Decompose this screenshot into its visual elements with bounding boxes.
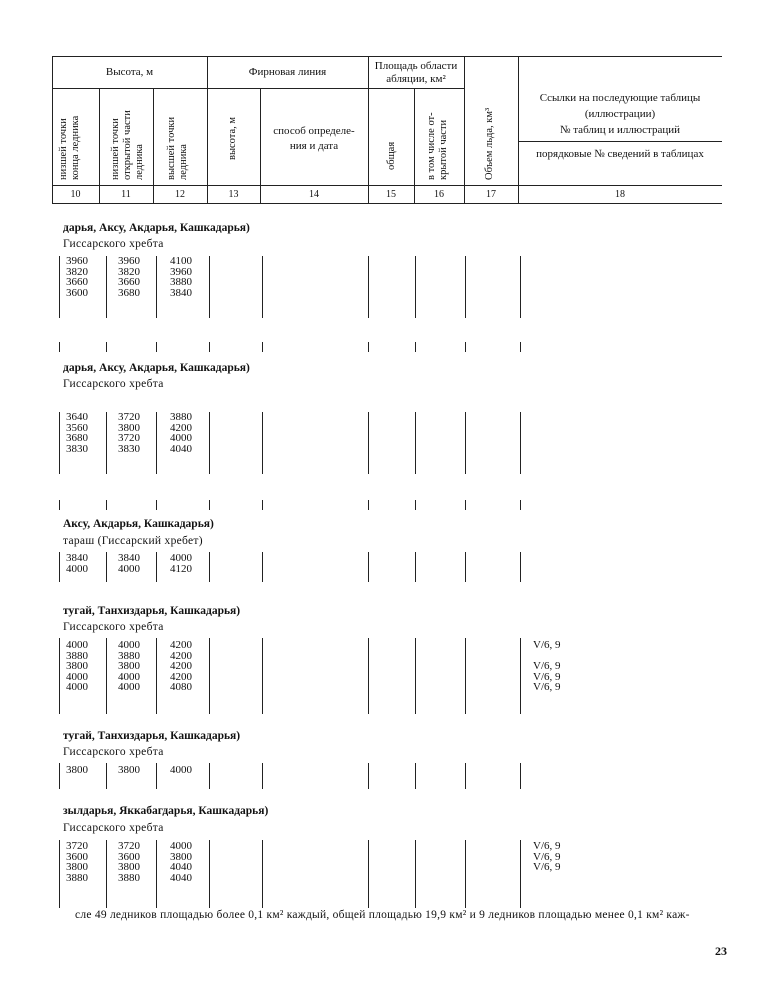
column-mark [59,552,60,582]
column-mark [465,500,466,510]
column-mark [262,552,263,582]
column-mark [262,638,263,714]
header-col14-line2: ния и дата [289,140,339,152]
col-number-10: 10 [70,189,81,200]
section-6-subtitle: Гиссарского хребта [63,822,164,834]
header-group-area [368,60,464,86]
column-mark [209,412,210,474]
column-mark [262,256,263,318]
column-mark [59,342,60,352]
column-mark [368,500,369,510]
column-mark [106,638,107,714]
column-mark [262,412,263,474]
header-group-area-text: Площадь области абляции, км² [374,60,458,85]
column-mark [209,552,210,582]
column-mark [368,342,369,352]
section-1-col12: 4100 3960 3880 3840 [170,255,192,299]
column-mark [368,638,369,714]
column-mark [106,412,107,474]
column-mark [415,638,416,714]
column-mark [520,500,521,510]
section-3-col11: 3840 4000 [118,552,140,575]
section-5-col10: 3800 [66,764,88,776]
header-col11-line1: низшей точки [110,118,121,180]
column-mark [415,552,416,582]
section-2-subtitle: Гиссарского хребта [63,378,164,390]
header-group-rule [52,88,464,89]
col-number-14: 14 [309,189,319,200]
header-col11 [110,110,146,180]
section-6-col12: 4000 3800 4040 4040 [170,840,192,884]
column-mark [59,500,60,510]
header-col17 [484,108,496,180]
column-mark [465,552,466,582]
column-mark [262,342,263,352]
header-group-height: Высота, м [105,66,154,78]
col-number-18: 18 [615,189,625,200]
header-col11-line3: ледника [134,144,145,180]
column-mark [368,552,369,582]
section-6-title: зылдарья, Яккабагдарья, Кашкадарья) [63,805,269,817]
section-5-subtitle: Гиссарского хребта [63,746,164,758]
column-mark [262,763,263,789]
column-mark [520,552,521,582]
section-5-col11: 3800 [118,764,140,776]
col-number-12: 12 [175,189,185,200]
column-mark [415,500,416,510]
header-col18-line1: Ссылки на последующие таблицы [539,92,701,104]
header-top-rule [52,56,722,57]
column-mark [106,256,107,318]
header-col13-text: высота, м [227,116,238,160]
header-col16 [426,112,450,180]
section-1-subtitle: Гиссарского хребта [63,238,164,250]
section-6-col18: V/6, 9 V/6, 9 V/6, 9 [533,840,561,873]
header-group-firn: Фирновая линия [248,66,327,78]
column-mark [262,840,263,908]
section-2-col12: 3880 4200 4000 4040 [170,411,192,455]
header-divider-15-16 [414,88,415,204]
column-mark [209,256,210,318]
section-3-title: Аксу, Акдарья, Кашкадарья) [63,518,214,530]
column-mark [415,840,416,908]
column-mark [368,412,369,474]
header-divider-10-11 [99,88,100,204]
column-mark [415,412,416,474]
column-mark [156,500,157,510]
column-mark [106,840,107,908]
page-number: 23 [715,944,727,958]
table-header [0,0,775,210]
header-col15-text: общая [386,141,397,170]
section-4-title: тугай, Танхиздарья, Кашкадарья) [63,605,241,617]
column-mark [59,638,60,714]
column-mark [520,412,521,474]
column-mark [209,763,210,789]
column-mark [106,763,107,789]
column-mark [156,552,157,582]
col-number-11: 11 [121,189,131,200]
column-mark [520,342,521,352]
header-col12-line1: высшей точки [166,116,177,180]
column-mark [59,256,60,318]
column-mark [415,342,416,352]
section-4-col10: 4000 3880 3800 4000 4000 [66,639,88,693]
col-number-16: 16 [434,189,444,200]
column-mark [209,342,210,352]
header-col12 [166,117,190,180]
column-mark [156,840,157,908]
column-mark [59,763,60,789]
section-2-col10: 3640 3560 3680 3830 [66,411,88,455]
column-mark [106,552,107,582]
column-mark [520,638,521,714]
header-col18-top [518,90,722,138]
section-5-col12: 4000 [170,764,192,776]
col-number-17: 17 [486,189,496,200]
section-3-subtitle: тараш (Гиссарский хребет) [63,535,203,547]
footnote: сле 49 ледников площадью более 0,1 км² каждый, общей площадью 19,9 км² и 9 ледников площадью менее 0,1 км² каж- [75,909,690,921]
header-col16-line1: в том числе от- [426,112,437,180]
column-mark [465,256,466,318]
section-5-title: тугай, Танхиздарья, Кашкадарья) [63,730,241,742]
section-4-subtitle: Гиссарского хребта [63,621,164,633]
column-mark [368,256,369,318]
header-col10-line2: конца ледника [70,115,81,180]
header-col11-line2: открытой части [122,110,133,180]
column-mark [520,840,521,908]
column-mark [368,840,369,908]
header-col10-line1: низшей точки [58,118,69,180]
column-mark [465,638,466,714]
section-1-col10: 3960 3820 3660 3600 [66,255,88,299]
section-3-col10: 3840 4000 [66,552,88,575]
header-divider-11-12 [153,88,154,204]
section-2-title: дарья, Аксу, Акдарья, Кашкадарья) [63,362,250,374]
header-col10 [58,116,82,180]
col-number-15: 15 [386,189,396,200]
column-mark [465,763,466,789]
header-col16-line2: крытой части [438,119,449,180]
header-col17-text: Объем льда, км³ [484,107,495,180]
column-mark [520,256,521,318]
header-divider-16-17 [464,56,465,204]
section-4-col18: V/6, 9 V/6, 9 V/6, 9 V/6, 9 [533,639,561,693]
section-6-col11: 3720 3600 3800 3880 [118,840,140,884]
column-mark [415,256,416,318]
column-mark [368,763,369,789]
column-mark [520,763,521,789]
column-mark [465,342,466,352]
header-col18-bottom: порядковые № сведений в таблицах [536,148,704,160]
header-col18-rule [518,141,722,142]
column-mark [59,412,60,474]
section-1-col11: 3960 3820 3660 3680 [118,255,140,299]
column-mark [156,638,157,714]
header-col15 [386,142,398,170]
header-col14 [260,124,368,154]
column-mark [209,840,210,908]
header-col13 [227,117,239,160]
column-mark [156,342,157,352]
col-number-13: 13 [228,189,239,200]
section-6-col10: 3720 3600 3800 3880 [66,840,88,884]
column-mark [106,500,107,510]
header-col18-line2: (иллюстрации) [584,108,656,120]
header-col18-line3: № таблиц и иллюстраций [560,124,680,136]
section-4-col11: 4000 3880 3800 4000 4000 [118,639,140,693]
column-mark [106,342,107,352]
column-mark [59,840,60,908]
column-mark [415,763,416,789]
column-mark [156,763,157,789]
column-mark [156,412,157,474]
column-mark [465,840,466,908]
header-col12-line2: ледника [178,144,189,180]
column-mark [209,638,210,714]
column-mark [465,412,466,474]
section-2-col11: 3720 3800 3720 3830 [118,411,140,455]
header-col14-line1: способ определе- [273,125,355,137]
column-mark [209,500,210,510]
column-mark [156,256,157,318]
section-3-col12: 4000 4120 [170,552,192,575]
section-4-col12: 4200 4200 4200 4200 4080 [170,639,192,693]
section-1-title: дарья, Аксу, Акдарья, Кашкадарья) [63,222,250,234]
column-mark [262,500,263,510]
